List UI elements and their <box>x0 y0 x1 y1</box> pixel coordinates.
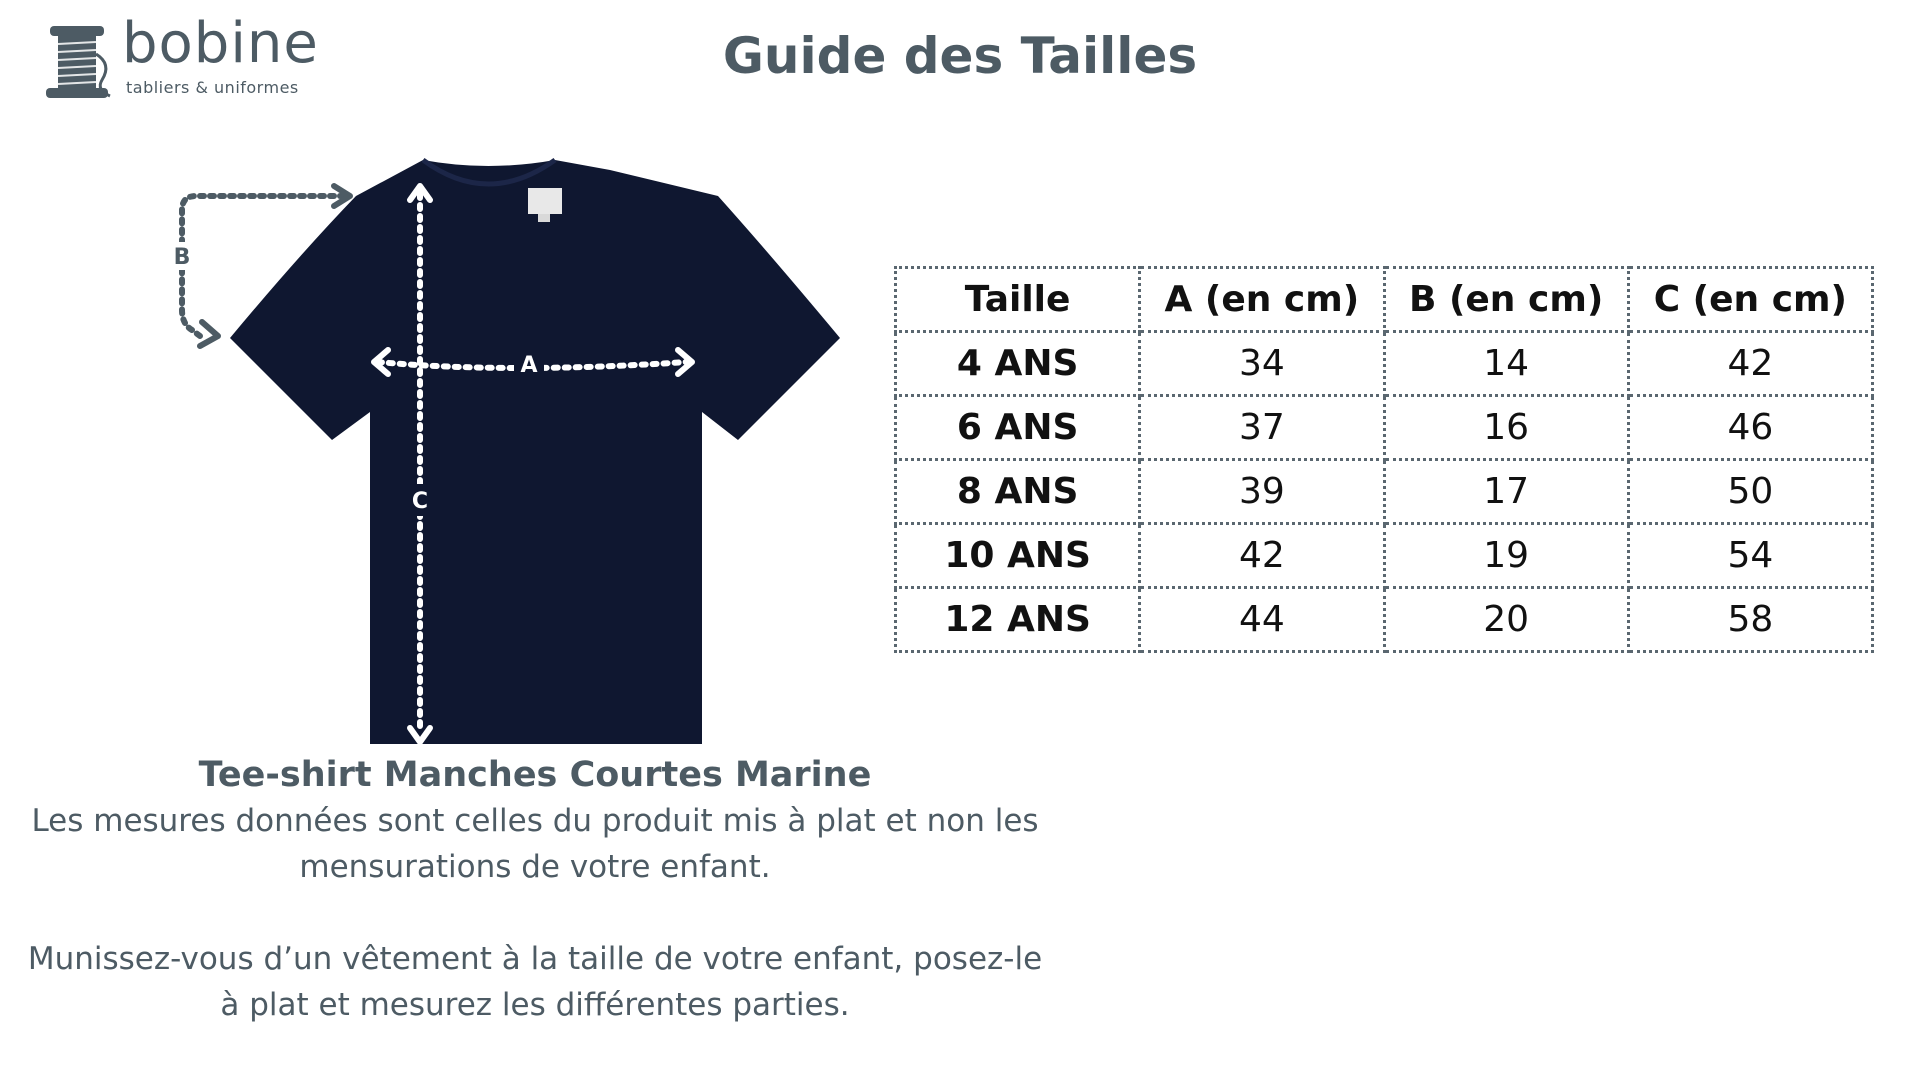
table-header-row <box>896 268 1873 332</box>
header-size: Taille <box>896 268 1140 332</box>
product-name: Tee-shirt Manches Courtes Marine <box>198 755 872 795</box>
cell-c: 42 <box>1628 332 1872 396</box>
arrow-a-label: A <box>520 353 538 378</box>
garment-tag-small <box>538 214 550 222</box>
header-c: C (en cm) <box>1628 268 1872 332</box>
cell-size: 8 ANS <box>896 460 1140 524</box>
table-row <box>896 524 1873 588</box>
cell-b: 16 <box>1384 396 1628 460</box>
cell-a: 34 <box>1140 332 1384 396</box>
arrow-b-label: B <box>173 245 191 270</box>
cell-c: 46 <box>1628 396 1872 460</box>
size-table <box>894 266 1874 653</box>
cell-b: 20 <box>1384 588 1628 652</box>
cell-b: 14 <box>1384 332 1628 396</box>
arrow-b-head-bottom <box>200 322 218 346</box>
table-row <box>896 396 1873 460</box>
table-row <box>896 588 1873 652</box>
cell-c: 54 <box>1628 524 1872 588</box>
cell-size: 4 ANS <box>896 332 1140 396</box>
cell-a: 42 <box>1140 524 1384 588</box>
measuring-instructions: Munissez-vous d’un vêtement à la taille de votre enfant, posez-le à plat et mesurez les différentes parties. <box>27 941 1043 1023</box>
brand-tagline: tabliers & uniformes <box>126 78 299 97</box>
page-title <box>0 24 1920 88</box>
product-caption <box>20 752 1050 1028</box>
cell-size: 12 ANS <box>896 588 1140 652</box>
header-b: B (en cm) <box>1384 268 1628 332</box>
table-row <box>896 460 1873 524</box>
cell-b: 19 <box>1384 524 1628 588</box>
brand-name: bobine <box>122 11 319 76</box>
cell-a: 44 <box>1140 588 1384 652</box>
cell-c: 58 <box>1628 588 1872 652</box>
cell-b: 17 <box>1384 460 1628 524</box>
table-row <box>896 332 1873 396</box>
cell-a: 39 <box>1140 460 1384 524</box>
cell-size: 6 ANS <box>896 396 1140 460</box>
page-title-text: Guide des Tailles <box>722 27 1198 85</box>
garment-tag <box>528 188 562 214</box>
tshirt-measurement-diagram <box>170 150 850 750</box>
measurement-note: Les mesures données sont celles du produit mis à plat et non les mensurations de votre enfant. <box>31 803 1039 885</box>
cell-c: 50 <box>1628 460 1872 524</box>
header-a: A (en cm) <box>1140 268 1384 332</box>
arrow-c-label: C <box>411 489 429 514</box>
cell-size: 10 ANS <box>896 524 1140 588</box>
tshirt-shape <box>230 160 840 744</box>
cell-a: 37 <box>1140 396 1384 460</box>
